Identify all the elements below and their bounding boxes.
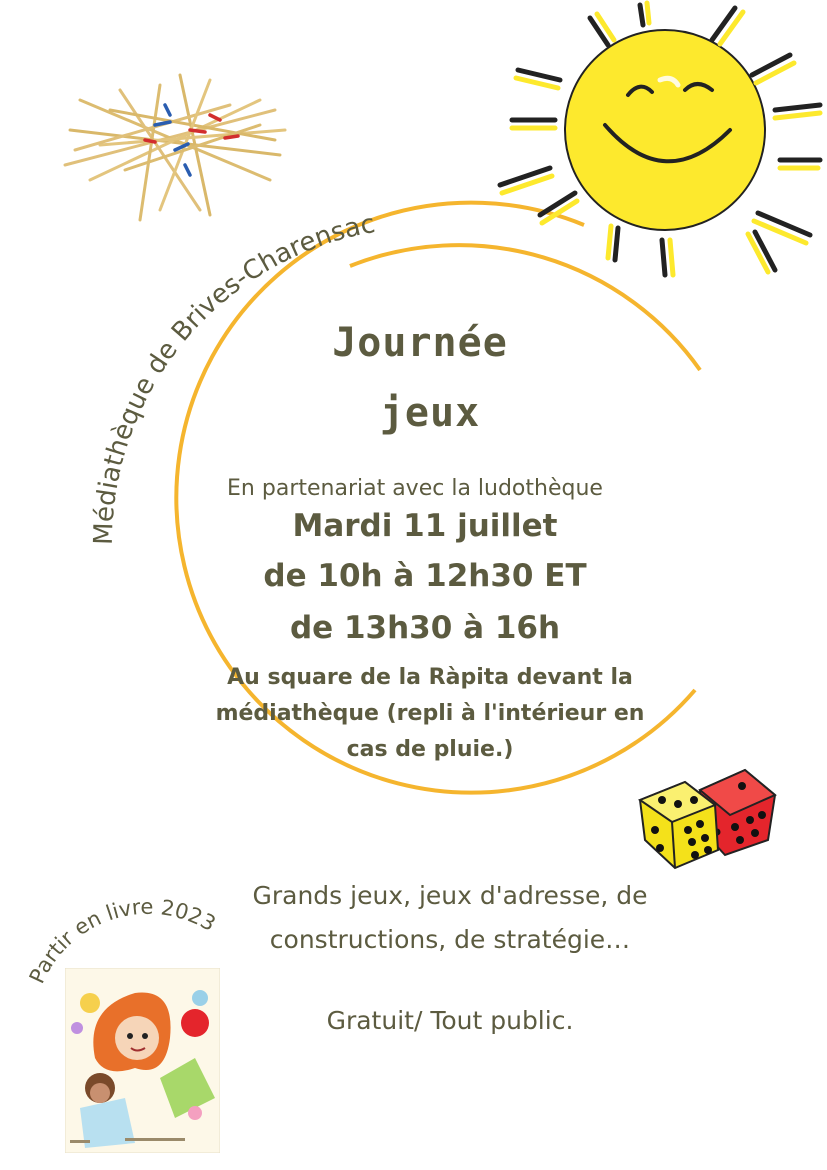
event-time-morning: de 10h à 12h30 ET	[263, 558, 587, 594]
event-location	[190, 660, 670, 768]
partir-en-livre-poster	[65, 968, 220, 1153]
partnership-text: En partenariat avec la ludothèque	[227, 476, 603, 501]
mikado-sticks-image	[60, 70, 290, 230]
title-line-2: jeux	[379, 390, 481, 436]
event-date: Mardi 11 juillet	[292, 508, 558, 544]
location-line-3: cas de pluie.)	[346, 737, 514, 762]
pricing-text: Gratuit/ Tout public.	[326, 1006, 574, 1035]
library-name-arc: Médiathèque de Brives-Charensac	[88, 208, 378, 546]
sun-icon	[490, 0, 827, 290]
activities-line-1: Grands jeux, jeux d'adresse, de	[252, 881, 648, 910]
location-line-2: médiathèque (repli à l'intérieur en	[215, 701, 645, 726]
event-time-afternoon: de 13h30 à 16h	[289, 610, 561, 646]
activities-text	[210, 874, 690, 962]
title-line-1: Journée	[332, 320, 508, 366]
activities-line-2: constructions, de stratégie…	[269, 925, 631, 954]
dice-icon	[630, 760, 780, 880]
campaign-name-arc: Partir en livre 2023	[24, 894, 220, 988]
location-line-1: Au square de la Ràpita devant la	[227, 665, 633, 690]
